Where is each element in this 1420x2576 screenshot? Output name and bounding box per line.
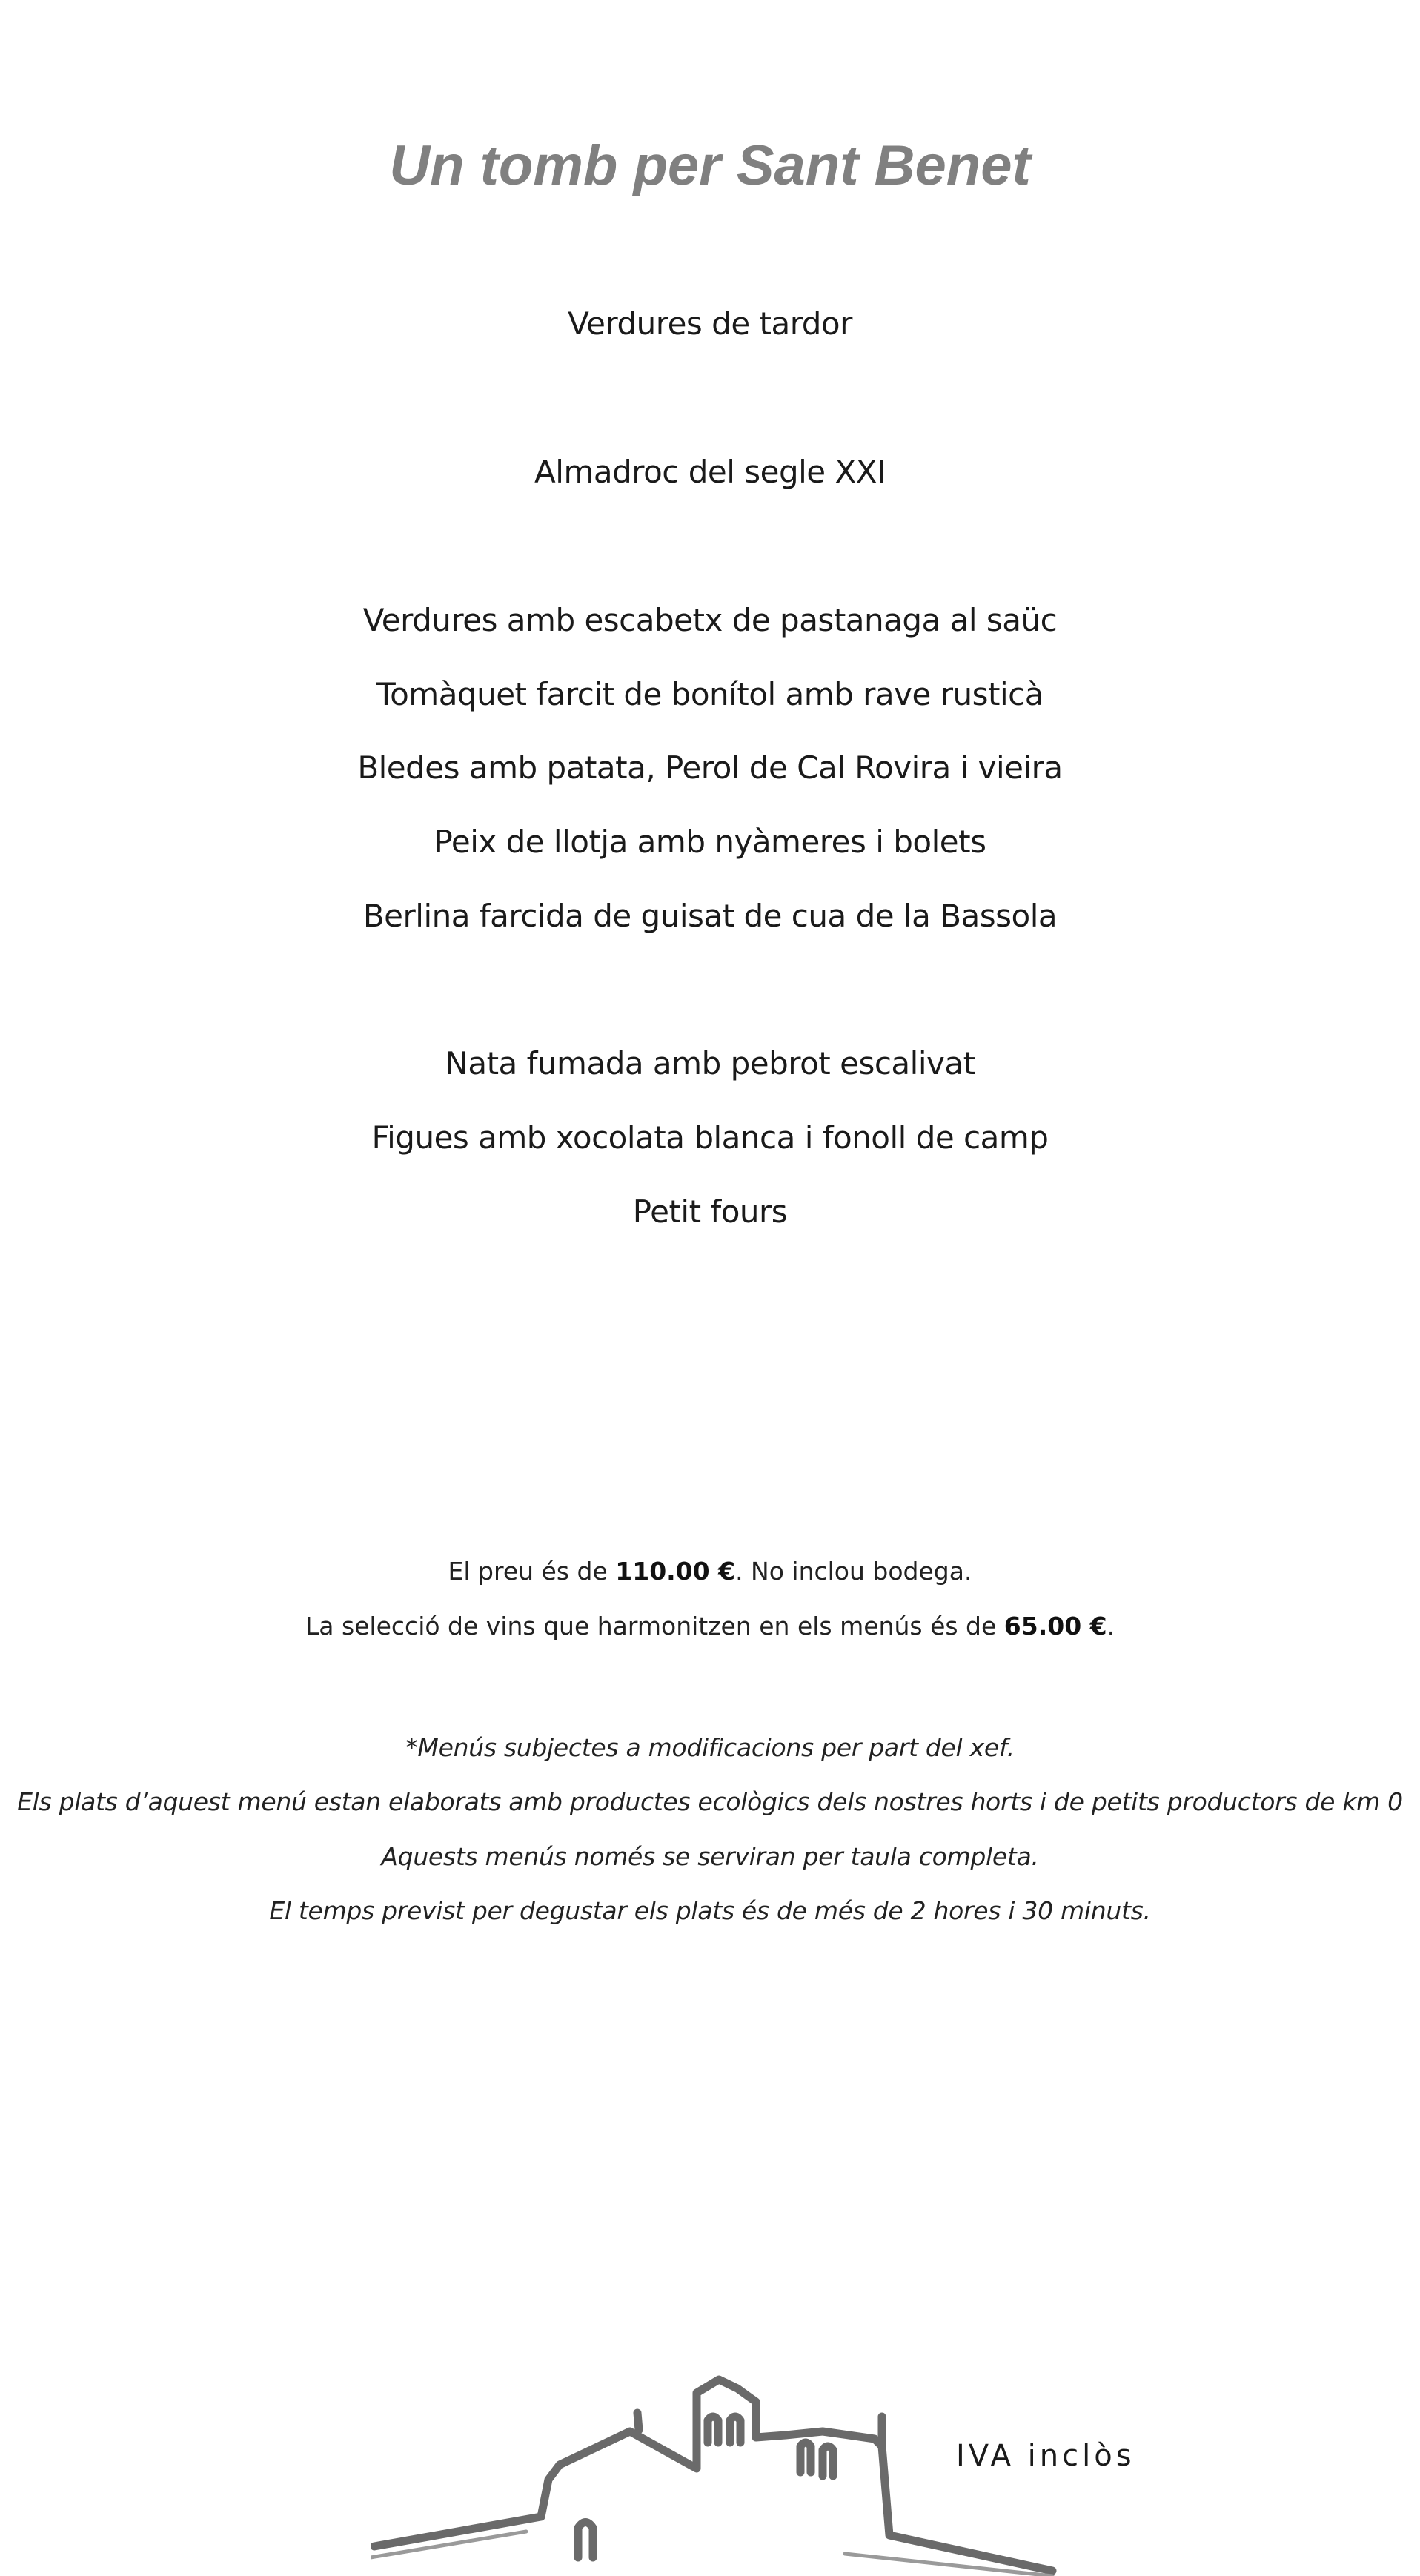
dish-item: Tomàquet farcit de bonítol amb rave rusticà [376,676,1044,712]
dish-item: Nata fumada amb pebrot escalivat [445,1045,975,1082]
price-prefix: El preu és de [448,1557,616,1586]
dish-item: Verdures de tardor [568,305,852,342]
tax-included-note: IVA inclòs [956,2439,1135,2473]
dish-item: Bledes amb patata, Perol de Cal Rovira i vieira [357,749,1063,786]
wine-pairing-line [0,1612,1420,1640]
menu-title: Un tomb per Sant Benet [389,134,1031,197]
wine-prefix: La selecció de vins que harmonitzen en els menús és de [305,1612,1004,1640]
dish-item: Figues amb xocolata blanca i fonoll de camp [371,1119,1049,1156]
note-line: Els plats d’aquest menú estan elaborats amb productes ecològics dels nostres horts i de petits productors de km 0 [17,1787,1403,1816]
dish-item: Almadroc del segle XXI [534,454,886,490]
note-line: El temps previst per degustar els plats és de més de 2 hores i 30 minuts. [269,1896,1151,1925]
dish-item: Verdures amb escabetx de pastanaga al saüc [362,602,1058,638]
dish-item: Berlina farcida de guisat de cua de la Bassola [362,898,1058,934]
price-value: 110.00 € [615,1557,736,1586]
dish-item: Petit fours [632,1193,788,1230]
note-line: *Menús subjectes a modificacions per part del xef. [405,1733,1015,1762]
note-line: Aquests menús només se serviran per taula completa. [381,1842,1039,1871]
price-line [0,1557,1420,1586]
price-suffix: . No inclou bodega. [735,1557,972,1586]
wine-price-value: 65.00 € [1003,1612,1107,1640]
dish-item: Peix de llotja amb nyàmeres i bolets [434,824,986,860]
wine-suffix: . [1107,1612,1115,1640]
